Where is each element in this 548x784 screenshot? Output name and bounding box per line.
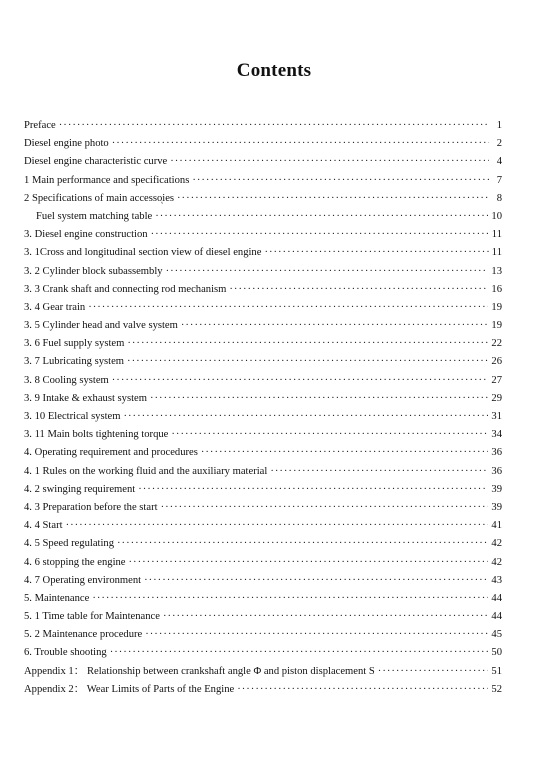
toc-entry xyxy=(24,281,502,299)
toc-entry-page-number: 22 xyxy=(491,338,502,350)
toc-entry xyxy=(24,335,502,353)
toc-entry-page-number: 27 xyxy=(491,374,502,386)
toc-entry xyxy=(24,554,502,572)
toc-entry xyxy=(24,499,502,517)
toc-entry-page-number: 44 xyxy=(491,592,502,604)
toc-entry xyxy=(24,372,502,390)
dot-leader xyxy=(170,153,489,171)
toc-entry xyxy=(24,390,502,408)
toc-entry-label: 3. 3 Crank shaft and connecting rod mechanism xyxy=(24,283,227,295)
toc-entry xyxy=(24,135,502,153)
dot-leader xyxy=(270,463,488,481)
toc-entry xyxy=(24,681,502,699)
dot-leader xyxy=(192,172,489,190)
toc-entry xyxy=(24,244,502,262)
toc-entry-page-number: 29 xyxy=(491,392,502,404)
toc-entry xyxy=(24,426,502,444)
toc-entry-label: 1 Main performance and specifications xyxy=(24,174,190,186)
toc-entry xyxy=(24,153,502,171)
toc-entry-page-number: 11 xyxy=(491,229,502,241)
toc-entry-label: Appendix 2： Wear Limits of Parts of the Engine xyxy=(24,683,235,695)
dot-leader xyxy=(155,208,488,226)
toc-entry-label: 5. 2 Maintenance procedure xyxy=(24,629,143,641)
toc-entry-page-number: 36 xyxy=(491,447,502,459)
toc-entry-page-number: 11 xyxy=(491,247,502,259)
toc-entry xyxy=(24,226,502,244)
dot-leader xyxy=(112,135,489,153)
toc-entry xyxy=(24,481,502,499)
toc-entry-label: 4. 4 Start xyxy=(24,520,63,532)
toc-entry xyxy=(24,535,502,553)
dot-leader xyxy=(144,572,488,590)
toc-entry-label: 4. 3 Preparation before the start xyxy=(24,501,158,513)
dot-leader xyxy=(237,681,488,699)
toc-entry-label: 3. 8 Cooling system xyxy=(24,374,109,386)
toc-entry xyxy=(24,644,502,662)
dot-leader xyxy=(151,226,489,244)
dot-leader xyxy=(177,190,489,208)
toc-entry-label: 4. 2 swinging requirement xyxy=(24,483,136,495)
toc-entry-page-number: 31 xyxy=(491,411,502,422)
toc-entry-label: 4. 7 Operating environment xyxy=(24,574,142,586)
toc-entry-page-number: 16 xyxy=(491,283,502,295)
dot-leader xyxy=(127,353,488,371)
dot-leader xyxy=(378,663,489,681)
dot-leader xyxy=(229,281,488,299)
toc-entry xyxy=(24,444,502,462)
toc-entry-page-number: 45 xyxy=(491,629,502,641)
toc-entry-label: 3. Diesel engine construction xyxy=(24,229,148,241)
toc-entry-page-number: 50 xyxy=(491,647,502,659)
toc-entry-label: Diesel engine characteristic curve xyxy=(24,156,168,168)
dot-leader xyxy=(145,626,488,644)
toc-entry xyxy=(24,172,502,190)
toc-entry-label: 3. 4 Gear train xyxy=(24,301,86,313)
toc-entry-page-number: 42 xyxy=(491,556,502,568)
dot-leader xyxy=(127,335,488,353)
dot-leader xyxy=(112,372,489,390)
dot-leader xyxy=(171,426,488,444)
toc-entry-page-number: 43 xyxy=(491,574,502,586)
toc-entry-page-number: 39 xyxy=(491,483,502,495)
toc-entry xyxy=(24,572,502,590)
toc-entry-label: 4. 6 stopping the engine xyxy=(24,556,126,568)
toc-entry xyxy=(24,263,502,281)
page-title: Contents xyxy=(236,60,312,81)
toc-entry-label: 4. 5 Speed regulating xyxy=(24,538,115,550)
toc-entry-label: 5. Maintenance xyxy=(24,592,90,604)
toc-entry-label: 2 Specifications of main accessoͅies xyxy=(24,192,175,204)
toc-entry-label: 4. Operating requirement and procedures xyxy=(24,447,198,459)
toc-entry xyxy=(24,626,502,644)
dot-leader xyxy=(163,608,488,626)
dot-leader xyxy=(59,117,489,135)
toc-entry-page-number: 1 xyxy=(496,120,502,131)
toc-entry-page-number: 34 xyxy=(491,429,502,441)
toc-entry xyxy=(24,408,502,426)
toc-entry xyxy=(24,663,502,681)
toc-entry-label: 3. 5 Cylinder head and valve system xyxy=(24,320,178,332)
toc-entry-label: 3. 6 Fuel supply system xyxy=(24,338,125,350)
toc-entry-label: 3. 1Cross and longitudinal section view of diesel engine xyxy=(24,247,262,259)
toc-entry-label: 3. 10 Electrical system xyxy=(24,411,121,422)
toc-entry-label: Appendix 1： Relationship between crankshaft angle Φ and piston displacement S xyxy=(24,665,375,677)
toc-entry-label: Diesel engine photo xyxy=(24,138,109,150)
dot-leader xyxy=(117,535,488,553)
dot-leader xyxy=(92,590,488,608)
toc-entry-page-number: 19 xyxy=(491,301,502,313)
toc-entry xyxy=(24,317,502,335)
toc-entry-page-number: 19 xyxy=(491,320,502,332)
toc-entry-label: 3. 11 Main bolts tightening torque xyxy=(24,429,169,441)
dot-leader xyxy=(150,390,488,408)
toc-entry-page-number: 13 xyxy=(491,265,502,277)
toc-entry xyxy=(24,299,502,317)
toc-entry-page-number: 10 xyxy=(491,210,502,222)
toc-entry-label: Fuel system matching table xyxy=(36,210,153,222)
dot-leader xyxy=(201,444,489,462)
toc-entry-label: Preface xyxy=(24,120,56,131)
toc-entry xyxy=(24,590,502,608)
dot-leader xyxy=(124,408,489,426)
toc-entry xyxy=(24,463,502,481)
dot-leader xyxy=(110,644,489,662)
dot-leader xyxy=(181,317,489,335)
toc-entry-page-number: 36 xyxy=(491,465,502,477)
toc-entry-label: 5. 1 Time table for Maintenance xyxy=(24,611,160,623)
toc-entry xyxy=(24,208,502,226)
toc-entry xyxy=(24,190,502,208)
toc-entry-page-number: 8 xyxy=(496,192,502,204)
toc-entry-page-number: 4 xyxy=(496,156,502,168)
toc-entry-page-number: 7 xyxy=(496,174,502,186)
toc-entry-page-number: 26 xyxy=(491,356,502,368)
toc-entry-page-number: 52 xyxy=(491,683,502,695)
dot-leader xyxy=(161,499,489,517)
toc-entry-label: 3. 2 Cylinder block subassembly xyxy=(24,265,163,277)
toc-entry-page-number: 41 xyxy=(491,520,502,532)
toc-entry-page-number: 44 xyxy=(491,611,502,623)
toc-entry-page-number: 2 xyxy=(496,138,502,150)
table-of-contents xyxy=(24,117,502,699)
toc-entry-label: 6. Trouble shooting xyxy=(24,647,107,659)
toc-entry-page-number: 42 xyxy=(491,538,502,550)
toc-entry xyxy=(24,353,502,371)
toc-entry xyxy=(24,117,502,135)
dot-leader xyxy=(166,263,489,281)
toc-entry-label: 3. 9 Intake & exhaust system xyxy=(24,392,147,404)
toc-entry-page-number: 39 xyxy=(491,501,502,513)
dot-leader xyxy=(66,517,489,535)
dot-leader xyxy=(88,299,488,317)
dot-leader xyxy=(138,481,488,499)
toc-entry-page-number: 51 xyxy=(491,665,502,677)
dot-leader xyxy=(264,244,488,262)
toc-entry xyxy=(24,608,502,626)
dot-leader xyxy=(129,554,489,572)
toc-entry-label: 3. 7 Lubricating system xyxy=(24,356,125,368)
toc-entry xyxy=(24,517,502,535)
toc-entry-label: 4. 1 Rules on the working fluid and the auxiliary material xyxy=(24,465,268,477)
